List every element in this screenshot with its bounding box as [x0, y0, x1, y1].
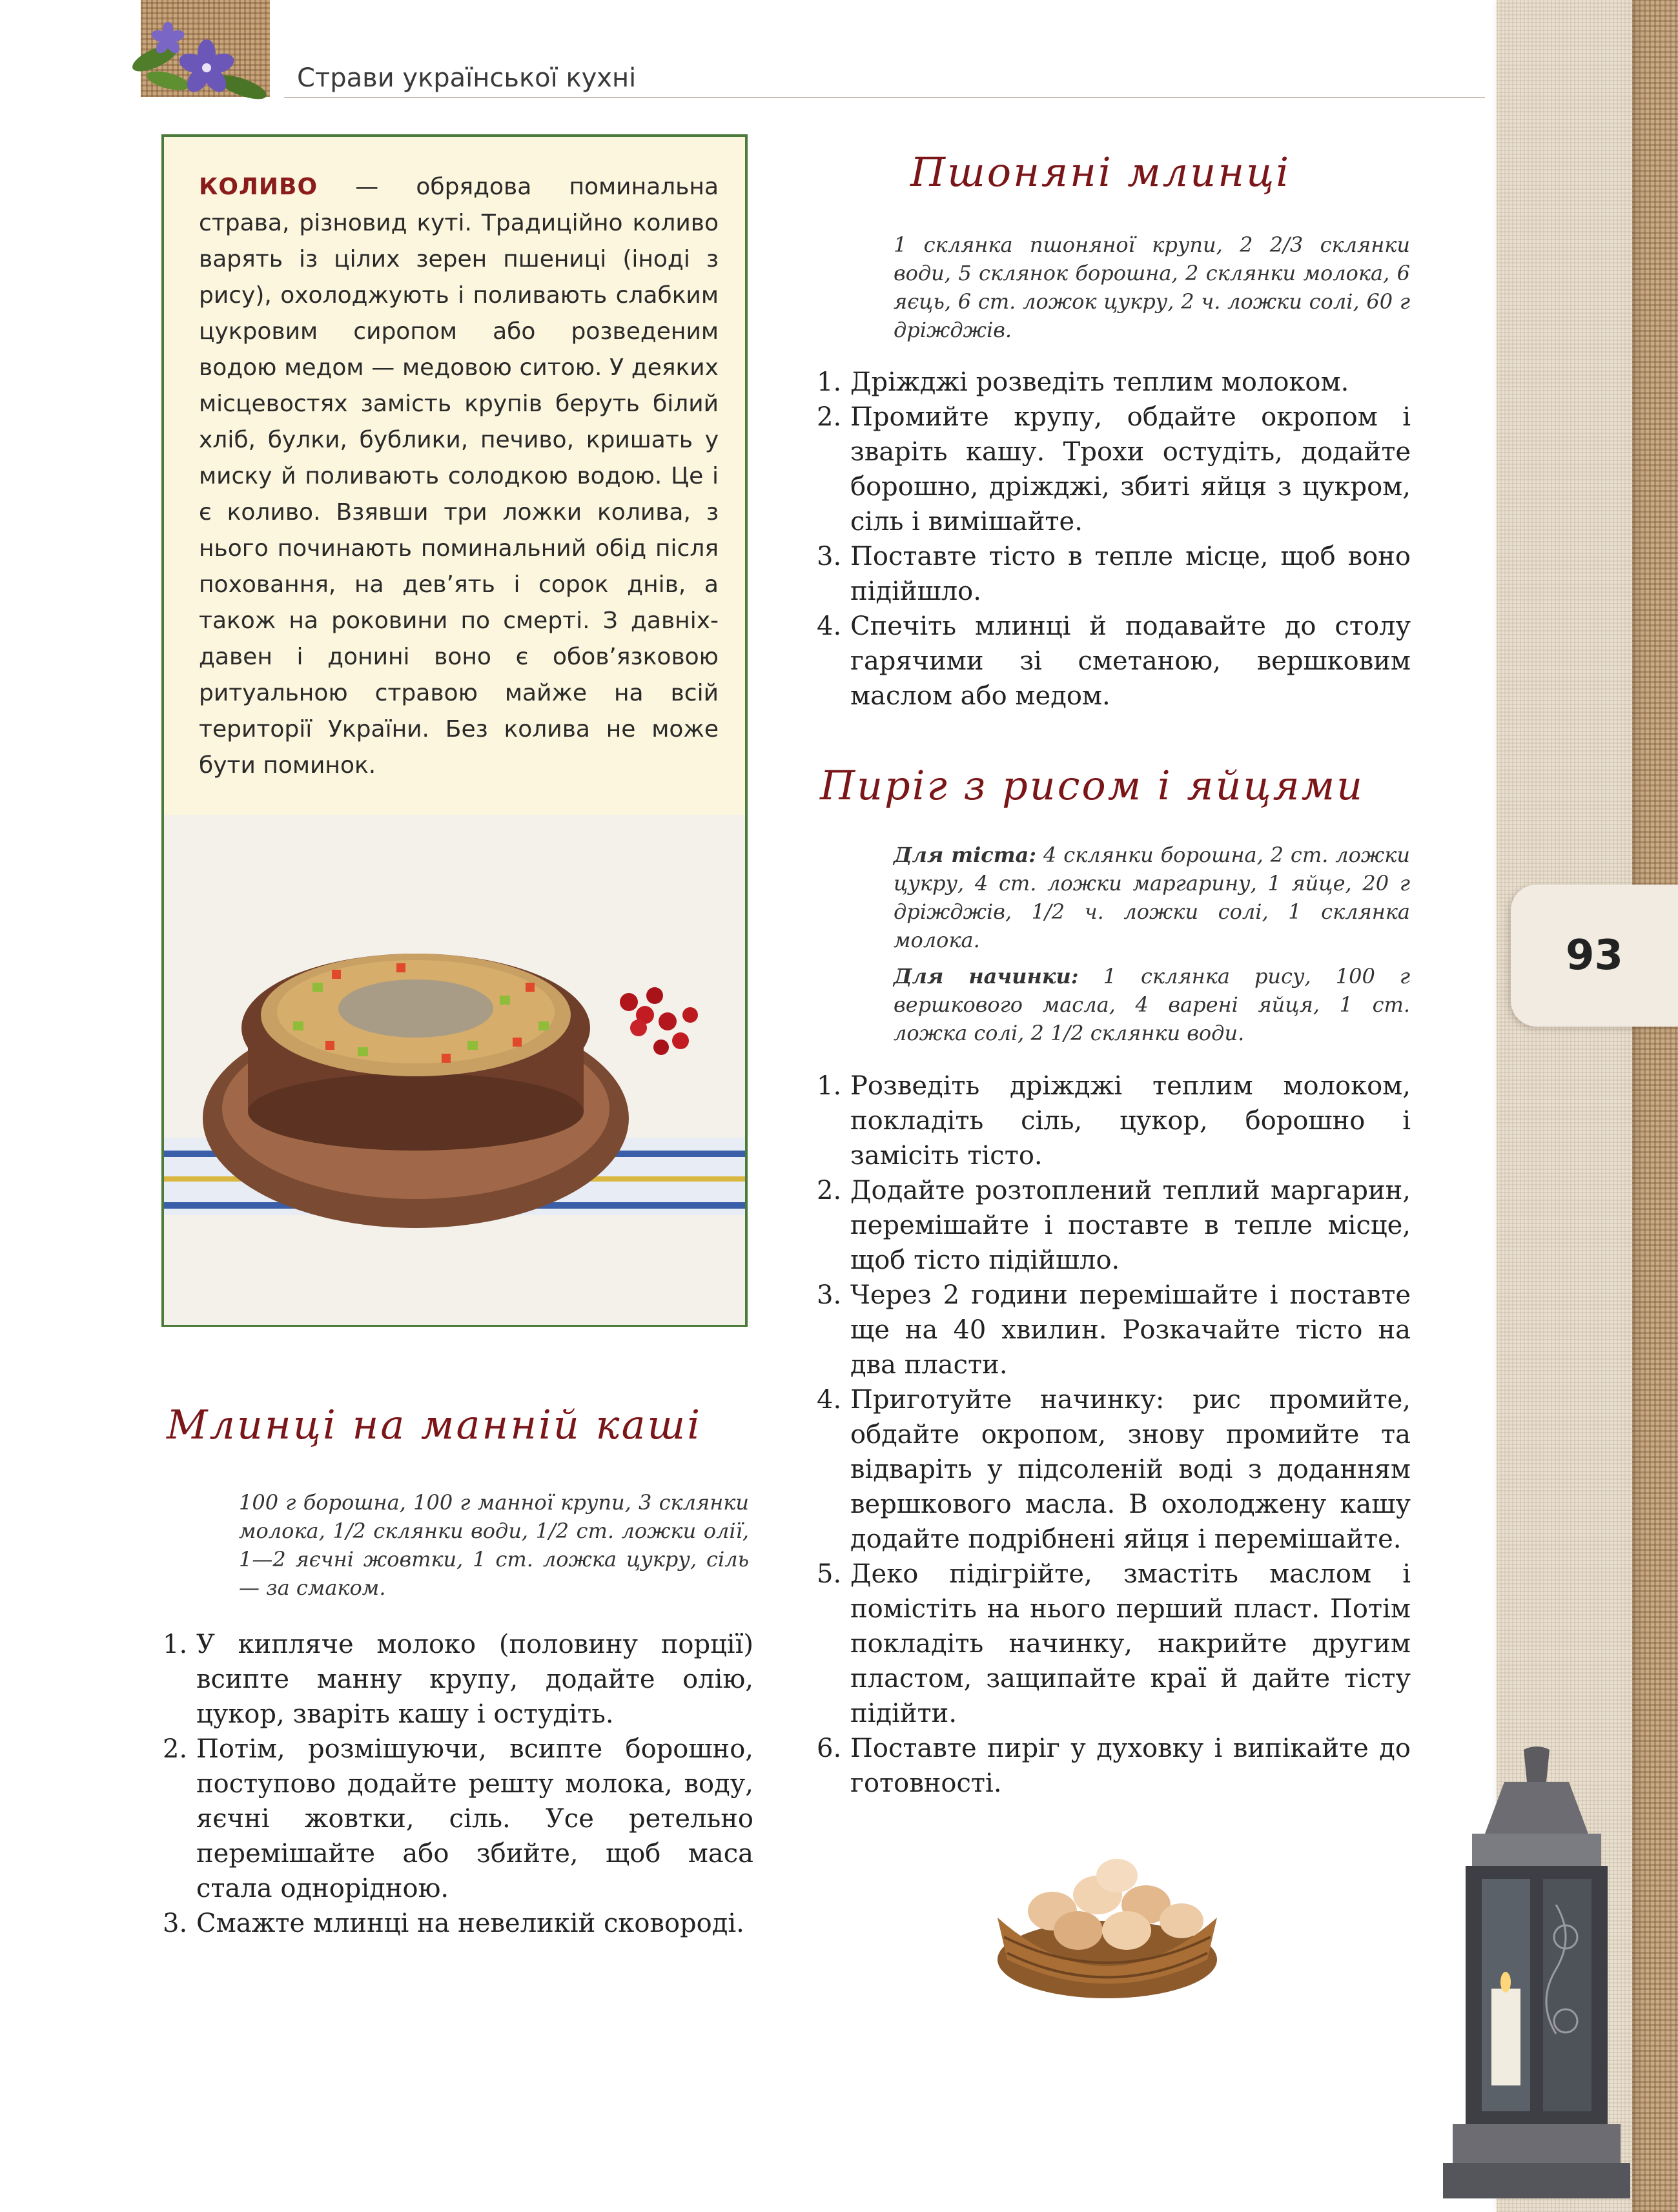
- step-text: Приготуйте начинку: рис промийте, обдайте окропом, знову промийте та відваріть у підсоленій воді з доданням вершкового масла. В охолоджену кашу додайте подрібнені яйця і перемішайте.: [850, 1385, 1411, 1554]
- step-number: 4.: [817, 1385, 842, 1415]
- step-item: [817, 1557, 1411, 1731]
- egg-basket-image: [988, 1847, 1227, 2002]
- recipe-title-pyrig: Пиріг з рисом і яйцями: [820, 762, 1365, 809]
- page-number: 93: [1565, 932, 1624, 979]
- step-item: [163, 1627, 753, 1732]
- kolyvo-description: — обрядова поминальна страва, різновид куті. Традиційно коливо варять із цілих зерен пшениці (іноді з рису), охолоджують і поливають слабким цукровим сиропом або розведеним водою медом — медовою ситою. У деяких місцевостях замість крупів беруть білий хліб, булки, бублики, печиво, кришать у миску й поливають солодкою водою. Це і є коливо. Взявши три ложки колива, з нього починають поминальний обід після поховання, на дев’ять і сорок днів, а також на роковини по смерті. З давніх-давен і донині воно є обов’язковою ритуальною стравою майже на всій території України. Без колива не може бути поминок.: [199, 174, 719, 779]
- ingredients-pshonyani: 1 склянка пшоняної крупи, 2 2/3 склянки води, 5 склянок борошна, 2 склянки молока, 6 яєць, 6 ст. ложок цукру, 2 ч. ложки солі, 60 г дріжджів.: [894, 232, 1410, 342]
- steps-pyrig: [817, 1069, 1411, 1801]
- kolyvo-heading: КОЛИВО: [199, 174, 318, 200]
- kolyvo-text: [199, 169, 719, 784]
- section-title: Страви української кухні: [297, 63, 637, 93]
- step-item: [163, 1732, 753, 1906]
- periwinkle-flower-icon: [129, 13, 284, 110]
- kolyvo-info-box: [161, 134, 748, 1327]
- step-text: Поставте тісто в тепле місце, щоб воно підійшло.: [850, 542, 1411, 606]
- page-number-tab: [1511, 885, 1678, 1027]
- step-number: 6.: [817, 1734, 842, 1763]
- step-text: Дріжджі розведіть теплим молоком.: [850, 367, 1349, 397]
- header-divider: [284, 97, 1485, 98]
- recipe-title-pshonyani: Пшоняні млинці: [910, 148, 1291, 196]
- ingredients-text: 1 склянка рису, 100 г вершкового масла, 4 варені яйця, 1 ст. ложка солі, 2 1/2 склянки води.: [894, 964, 1411, 1045]
- kolyvo-bowl-image: [164, 815, 745, 1325]
- step-number: 3.: [817, 542, 842, 571]
- step-number: 2.: [817, 1176, 842, 1205]
- step-item: [817, 365, 1411, 400]
- step-text: Поставте пиріг у духовку і випікайте до готовності.: [850, 1734, 1411, 1798]
- step-text: Розведіть дріжджі теплим молоком, покладіть сіль, цукор, борошно і замісіть тісто.: [850, 1071, 1411, 1171]
- step-item: [817, 1382, 1411, 1557]
- lantern-image: [1427, 1743, 1646, 2208]
- ingredients-mlyntsi-manna: 100 г борошна, 100 г манної крупи, 3 склянки молока, 1/2 склянки води, 1/2 ст. ложки олії, 1—2 яєчні жовтки, 1 ст. ложка цукру, сіль — за смаком.: [239, 1490, 749, 1600]
- step-item: [817, 609, 1411, 713]
- step-item: [817, 1731, 1411, 1801]
- ingredients-pyrig-dough: [894, 841, 1410, 954]
- step-text: Деко підігрійте, змастіть маслом і помістіть на нього перший пласт. Потім покладіть начинку, накрийте другим пластом, защипайте краї й дайте тісту підійти.: [850, 1559, 1411, 1728]
- recipe-title-mlyntsi-manna: Млинці на манній каші: [167, 1401, 702, 1448]
- step-number: 1.: [163, 1630, 188, 1659]
- steps-mlyntsi-manna: [163, 1627, 753, 1941]
- ingredients-label: Для тіста:: [894, 843, 1037, 867]
- step-number: 4.: [817, 611, 842, 641]
- step-text: Промийте крупу, обдайте окропом і зваріть кашу. Трохи остудіть, додайте борошно, дріжджі, збиті яйця з цукром, сіль і вимішайте.: [850, 402, 1411, 537]
- step-item: [163, 1906, 753, 1941]
- ingredients-text: 4 склянки борошна, 2 ст. ложки цукру, 4 ст. ложки маргарину, 1 яйце, 20 г дріжджів, 1/2 ч. ложки солі, 1 склянка молока.: [894, 843, 1411, 952]
- ingredients-label: Для начинки:: [894, 964, 1079, 988]
- step-number: 1.: [817, 367, 842, 397]
- step-item: [817, 1278, 1411, 1382]
- step-number: 3.: [163, 1909, 188, 1938]
- step-text: Потім, розмішуючи, всипте борошно, поступово додайте решту молока, воду, яєчні жовтки, сіль. Усе ретельно перемішайте або збийте, щоб маса стала однорідною.: [196, 1734, 753, 1903]
- step-item: [817, 400, 1411, 539]
- step-number: 1.: [817, 1071, 842, 1101]
- step-text: Через 2 години перемішайте і поставте ще на 40 хвилин. Розкачайте тісто на два пласти.: [850, 1280, 1411, 1380]
- step-item: [817, 1173, 1411, 1278]
- step-item: [817, 539, 1411, 609]
- step-text: У кипляче молоко (половину порції) всипте манну крупу, додайте олію, цукор, зваріть кашу і остудіть.: [196, 1630, 753, 1729]
- steps-pshonyani: [817, 365, 1411, 713]
- step-number: 2.: [163, 1734, 188, 1764]
- step-text: Додайте розтоплений теплий маргарин, перемішайте і поставте в тепле місце, щоб тісто підійшло.: [850, 1176, 1411, 1275]
- step-number: 2.: [817, 402, 842, 432]
- step-text: Спечіть млинці й подавайте до столу гарячими зі сметаною, вершковим маслом або медом.: [850, 611, 1411, 711]
- step-item: [817, 1069, 1411, 1173]
- step-number: 5.: [817, 1559, 842, 1589]
- step-number: 3.: [817, 1280, 842, 1310]
- step-text: Смажте млинці на невеликій сковороді.: [196, 1909, 744, 1938]
- ingredients-pyrig-filling: [894, 962, 1410, 1047]
